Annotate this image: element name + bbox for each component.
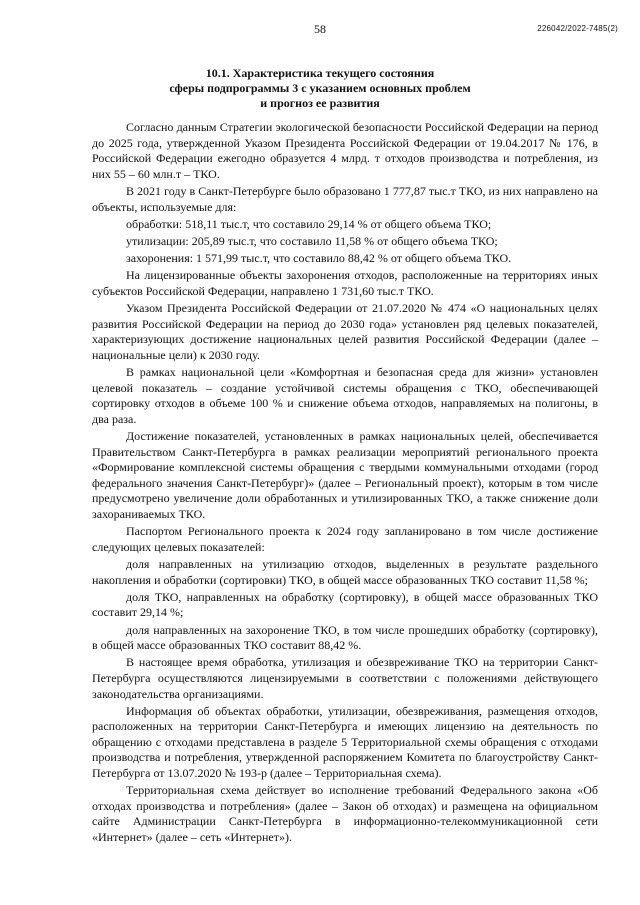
paragraph-strategy: Согласно данным Стратегии экологической безопасности Российской Федерации на период до 2025 года, утвержденной Указом Президента Российской Федерации от 19.04.2017 № 176, в Российской Федерации ежегодно образуется 4 млрд. т отходов производства и потребления, из них 55 – 60 млн.т – ТКО. bbox=[92, 120, 598, 181]
paragraph-other-regions: На лицензированные объекты захоронения отходов, расположенные на территориях иных субъектов Российской Федерации, направлено 1 731,60 тыс.т ТКО. bbox=[92, 268, 598, 298]
paragraph-facilities-info: Информация об объектах обработки, утилизации, обезвреживания, размещения отходов, расположенных на территории Санкт-Петербурга и имеющих лицензию на деятельность по обращению с отходами представлена в разделе 5 Территориальной схемы обращения с отходами производства и потребления, утвержденной распоряжением Комитета по благоустройству Санкт-Петербурга от 13.07.2020 № 193-р (далее – Территориальная схема). bbox=[92, 703, 598, 781]
paragraph-target-landfill: доля направленных на захоронение ТКО, в том числе прошедших обработку (сортировку), в общей массе образованных ТКО составит 88,42 %. bbox=[92, 622, 598, 653]
page-number: 58 bbox=[314, 22, 326, 36]
paragraph-utilization: утилизации: 205,89 тыс.т, что составило 11,58 % от общего объема ТКО; bbox=[126, 233, 498, 248]
paragraph-regional-project: Достижение показателей, установленных в рамках национальных целей, обеспечивается Правительством Санкт-Петербурга в рамках реализации мероприятий регионального проекта «Формирование комплексной системы обращения с твердыми коммунальными отходами (город федерального значения Санкт-Петербург)» (далее – Региональный проект), которым в том числе предусмотрено увеличение доли обработанных и утилизированных ТКО, а также снижение доли захораниваемых ТКО. bbox=[92, 429, 598, 521]
paragraph-national-goal: В рамках национальной цели «Комфортная и безопасная среда для жизни» установлен целевой показатель – создание устойчивой системы обращения с ТКО, обеспечивающей сортировку отходов в объеме 100 % и снижение объема отходов, направляемых на полигоны, в два раза. bbox=[92, 365, 598, 426]
heading-line-3: и прогноз ее развития bbox=[260, 96, 380, 110]
paragraph-licensed-organizations: В настоящее время обработка, утилизация и обезвреживание ТКО на территории Санкт-Петербурга осуществляются лицензируемыми в соответствии с положениями действующего законодательства организациями. bbox=[92, 655, 598, 701]
paragraph-decree-474: Указом Президента Российской Федерации от 21.07.2020 № 474 «О национальных целях развития Российской Федерации на период до 2030 года» установлен ряд целевых показателей, характеризующих достижение национальных целей развития Российской Федерации (далее – национальные цели) к 2030 году. bbox=[92, 301, 598, 362]
document-id: 226042/2022-7485(2) bbox=[537, 24, 618, 33]
paragraph-2021-volume: В 2021 году в Санкт-Петербурге было образовано 1 777,87 тыс.т ТКО, из них направлено на объекты, используемые для: bbox=[92, 183, 598, 214]
section-heading bbox=[0, 66, 640, 111]
heading-line-1: 10.1. Характеристика текущего состояния bbox=[205, 66, 435, 80]
paragraph-target-processing: доля ТКО, направленных на обработку (сортировку), в общей массе образованных ТКО составит 29,14 %; bbox=[92, 589, 598, 620]
heading-line-2: сферы подпрограммы 3 с указанием основных проблем bbox=[169, 81, 471, 95]
paragraph-processing: обработки: 518,11 тыс.т, что составило 29,14 % от общего объема ТКО; bbox=[126, 216, 492, 231]
paragraph-target-utilization: доля направленных на утилизацию отходов, выделенных в результате раздельного накопления и обработки (сортировки) ТКО, в общей массе образованных ТКО составит 11,58 %; bbox=[92, 556, 598, 587]
paragraph-passport: Паспортом Регионального проекта к 2024 году запланировано в том числе достижение следующих целевых показателей: bbox=[92, 524, 598, 554]
document-body bbox=[92, 120, 598, 847]
paragraph-landfill: захоронения: 1 571,99 тыс.т, что составило 88,42 % от общего объема ТКО. bbox=[126, 251, 512, 266]
paragraph-territorial-scheme: Территориальная схема действует во исполнение требований Федерального закона «Об отходах производства и потребления» (далее – Закон об отходах) и размещена на официальном сайте Администрации Санкт-Петербурга в информационно-телекоммуникационной сети «Интернет» (далее – сеть «Интернет»). bbox=[92, 783, 598, 845]
